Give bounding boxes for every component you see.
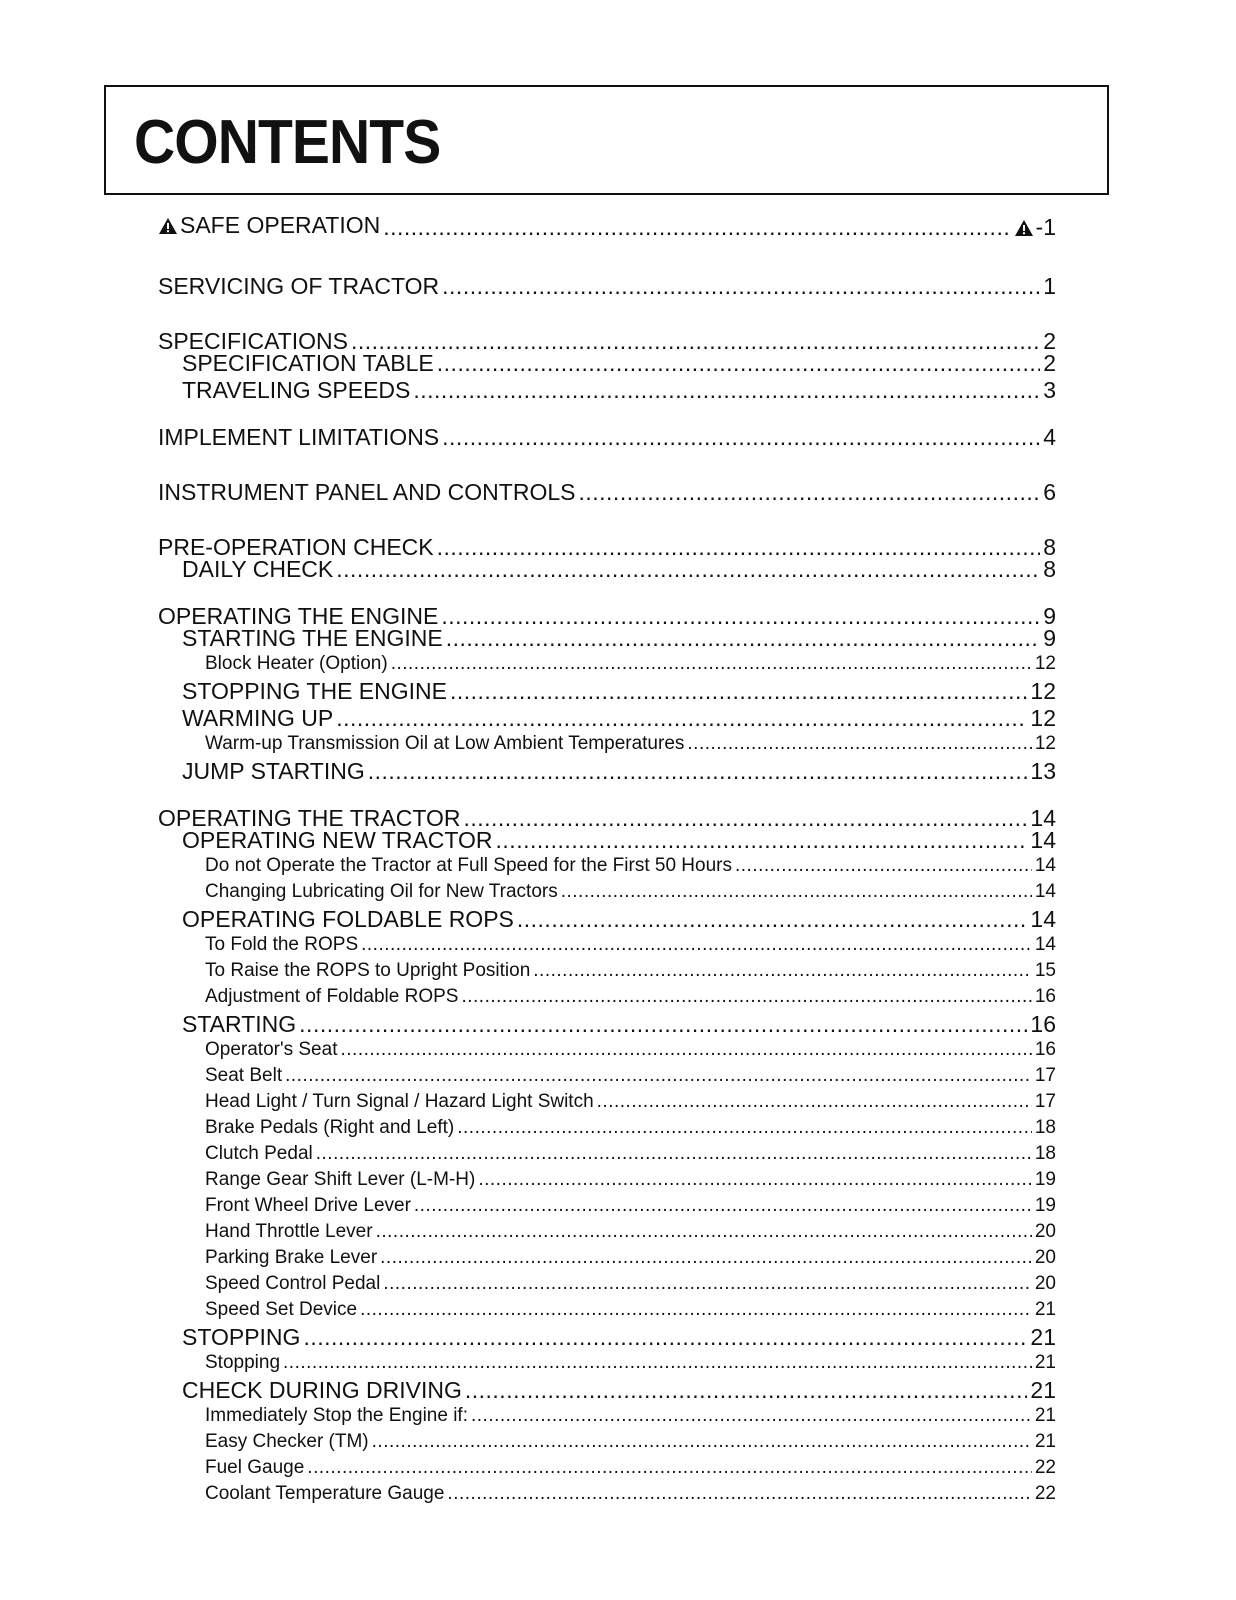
dot-leader — [285, 1066, 1032, 1085]
toc-entry-title: Brake Pedals (Right and Left) — [205, 1117, 455, 1138]
page-number: 14 — [1034, 881, 1056, 902]
page-number: 19 — [1034, 1169, 1056, 1190]
dot-leader — [517, 908, 1028, 931]
toc-entry-title: STOPPING — [182, 1324, 301, 1350]
toc-entry-title: To Raise the ROPS to Upright Position — [205, 960, 531, 981]
dot-leader — [413, 379, 1040, 402]
toc-entry-page — [1030, 1013, 1056, 1036]
page-number: 21 — [1034, 1352, 1056, 1373]
toc-entry-title: SAFE OPERATION — [180, 212, 381, 238]
dot-leader — [450, 680, 1027, 703]
dot-leader — [299, 1013, 1027, 1036]
toc-entry[interactable] — [158, 1013, 1056, 1040]
toc-entry-label — [182, 379, 410, 402]
page-number: 8 — [1043, 534, 1056, 560]
page-number: 1 — [1043, 273, 1056, 299]
toc-entry-label — [205, 1248, 377, 1267]
dot-leader — [447, 1484, 1031, 1503]
page-number: 13 — [1030, 758, 1056, 784]
toc-entry[interactable] — [158, 1432, 1056, 1458]
toc-entry-label — [205, 1040, 337, 1059]
toc-entry-label — [205, 1066, 282, 1085]
toc-entry-title: Do not Operate the Tractor at Full Speed for the First 50 Hours — [205, 855, 732, 876]
dot-leader — [303, 1326, 1027, 1349]
section-gap — [158, 310, 1056, 324]
toc-entry-page — [1035, 1274, 1056, 1293]
toc-entry-label — [205, 1300, 357, 1319]
page-number: 20 — [1034, 1273, 1056, 1294]
toc-entry-label — [205, 1118, 454, 1137]
toc-entry[interactable] — [158, 707, 1056, 734]
page-number: 12 — [1034, 733, 1056, 754]
toc-entry-label — [205, 935, 358, 954]
toc-entry-title: CHECK DURING DRIVING — [182, 1377, 462, 1403]
toc-entry-title: Front Wheel Drive Lever — [205, 1195, 411, 1216]
toc-entry-page — [1035, 1300, 1056, 1319]
toc-entry-page — [1035, 1484, 1056, 1503]
toc-entry[interactable] — [158, 269, 1056, 310]
toc-entry-page — [1043, 627, 1056, 650]
toc-entry-page — [1035, 1144, 1056, 1163]
page-number: 14 — [1034, 934, 1056, 955]
toc-entry-label — [205, 1432, 369, 1451]
toc-entry-page — [1035, 882, 1056, 901]
page-number: 20 — [1034, 1221, 1056, 1242]
page-number: 21 — [1030, 1377, 1056, 1403]
toc-entry[interactable] — [158, 379, 1056, 406]
dot-leader — [360, 1300, 1032, 1319]
toc-entry-page — [1035, 1066, 1056, 1085]
page-number: 21 — [1034, 1299, 1056, 1320]
toc-entry-page — [1035, 1118, 1056, 1137]
toc-entry[interactable] — [158, 1066, 1056, 1092]
dot-leader — [457, 1118, 1032, 1137]
toc-entry-label — [158, 426, 439, 449]
dot-leader — [351, 330, 1040, 353]
toc-entry-page — [1035, 1222, 1056, 1241]
page-number: 21 — [1034, 1405, 1056, 1426]
toc-entry-title: Speed Control Pedal — [205, 1273, 381, 1294]
page-number: 14 — [1030, 805, 1056, 831]
section-gap — [158, 787, 1056, 801]
dot-leader — [471, 1406, 1032, 1425]
toc-entry-page — [1030, 1379, 1056, 1402]
toc-entry-title: Coolant Temperature Gauge — [205, 1483, 445, 1504]
toc-entry-title: OPERATING NEW TRACTOR — [182, 827, 493, 853]
section-gap — [158, 406, 1056, 420]
toc-entry[interactable] — [158, 1406, 1056, 1432]
page-number: 14 — [1034, 855, 1056, 876]
section-gap — [158, 585, 1056, 599]
dot-leader — [735, 856, 1032, 875]
page-number: 6 — [1043, 479, 1056, 505]
toc-entry-page — [1030, 829, 1056, 852]
contents-header-box — [104, 85, 1109, 195]
toc-entry-page — [1035, 1353, 1056, 1372]
toc-entry-page — [1035, 654, 1056, 673]
page-number: 22 — [1034, 1457, 1056, 1478]
dot-leader — [368, 760, 1028, 783]
toc-entry-page — [1035, 734, 1056, 753]
page-number: -1 — [1035, 213, 1056, 240]
toc-entry-label — [182, 760, 365, 783]
toc-entry-label — [205, 987, 458, 1006]
page-number: 20 — [1034, 1247, 1056, 1268]
toc-entry-label — [205, 1196, 411, 1215]
toc-entry[interactable] — [158, 1170, 1056, 1196]
toc-entry-page — [1035, 935, 1056, 954]
dot-leader — [283, 1353, 1032, 1372]
toc-entry-page — [1035, 1406, 1056, 1425]
toc-entry-page — [1035, 1432, 1056, 1451]
dot-leader — [340, 1040, 1031, 1059]
toc-entry-title: Changing Lubricating Oil for New Tractors — [205, 881, 558, 902]
toc-entry[interactable] — [158, 530, 1056, 558]
toc-entry[interactable] — [158, 654, 1056, 680]
page-number: 9 — [1043, 625, 1056, 651]
page-number: 21 — [1034, 1431, 1056, 1452]
toc-entry-label — [205, 1092, 594, 1111]
toc-entry-title: JUMP STARTING — [182, 758, 365, 784]
toc-entry-title: IMPLEMENT LIMITATIONS — [158, 424, 440, 450]
toc-entry[interactable] — [158, 352, 1056, 379]
page-number: 18 — [1034, 1143, 1056, 1164]
toc-entry-title: SPECIFICATION TABLE — [182, 350, 434, 376]
toc-entry-title: Speed Set Device — [205, 1299, 358, 1320]
toc-entry[interactable] — [158, 1222, 1056, 1248]
dot-leader — [561, 882, 1032, 901]
toc-entry-title: Stopping — [205, 1352, 281, 1373]
toc-entry-page — [1030, 707, 1056, 730]
toc-entry-label — [182, 707, 333, 730]
page-number: 8 — [1043, 556, 1056, 582]
toc-entry-page — [1043, 426, 1056, 449]
toc-entry[interactable] — [158, 1300, 1056, 1326]
dot-leader — [383, 216, 1010, 239]
toc-entry-title: Hand Throttle Lever — [205, 1221, 373, 1242]
toc-entry-page — [1035, 1040, 1056, 1059]
toc-entry-page — [1030, 908, 1056, 931]
page-number: 16 — [1034, 1039, 1056, 1060]
toc-entry-label — [182, 829, 493, 852]
toc-entry-title: DAILY CHECK — [182, 556, 334, 582]
page-number: 12 — [1034, 653, 1056, 674]
toc-entry-title: Fuel Gauge — [205, 1457, 305, 1478]
toc-entry-label — [158, 214, 380, 237]
page-number: 16 — [1030, 1011, 1056, 1037]
dot-leader — [336, 707, 1027, 730]
dot-leader — [372, 1432, 1032, 1451]
toc-entry[interactable] — [158, 801, 1056, 829]
toc-entry-title: PRE-OPERATION CHECK — [158, 534, 434, 560]
toc-entry-title: SERVICING OF TRACTOR — [158, 273, 440, 299]
section-gap — [158, 255, 1056, 269]
toc-entry[interactable] — [158, 599, 1056, 627]
toc-entry-label — [205, 882, 558, 901]
toc-entry-title: Range Gear Shift Lever (L-M-H) — [205, 1169, 476, 1190]
page-number: 19 — [1034, 1195, 1056, 1216]
toc-entry[interactable] — [158, 558, 1056, 585]
toc-entry[interactable] — [158, 856, 1056, 882]
toc-entry[interactable] — [158, 627, 1056, 654]
toc-entry[interactable] — [158, 987, 1056, 1013]
toc-entry-page — [1043, 558, 1056, 581]
dot-leader — [578, 481, 1040, 504]
toc-entry-page — [1035, 1170, 1056, 1189]
toc-entry-label — [205, 1406, 468, 1425]
toc-entry[interactable] — [158, 1118, 1056, 1144]
toc-entry[interactable] — [158, 1040, 1056, 1066]
toc-entry[interactable] — [158, 1353, 1056, 1379]
toc-entry-title: STARTING THE ENGINE — [182, 625, 443, 651]
dot-leader — [307, 1458, 1032, 1477]
toc-entry[interactable] — [158, 829, 1056, 856]
toc-entry[interactable] — [158, 1248, 1056, 1274]
dot-leader — [361, 935, 1032, 954]
toc-entry-page — [1035, 987, 1056, 1006]
toc-entry[interactable] — [158, 1144, 1056, 1170]
dot-leader — [336, 558, 1040, 581]
toc-entry-page — [1035, 961, 1056, 980]
toc-entry-title: Clutch Pedal — [205, 1143, 313, 1164]
toc-entry-page — [1035, 1092, 1056, 1111]
toc-entry[interactable] — [158, 1326, 1056, 1353]
toc-entry-title: TRAVELING SPEEDS — [182, 377, 411, 403]
toc-entry-page — [1043, 275, 1056, 298]
toc-entry-label — [182, 1013, 296, 1036]
toc-entry-title: STARTING — [182, 1011, 297, 1037]
toc-entry-label — [182, 1326, 300, 1349]
toc-entry[interactable] — [158, 680, 1056, 707]
toc-entry-label — [205, 1274, 380, 1293]
toc-entry-title: To Fold the ROPS — [205, 934, 359, 955]
dot-leader — [437, 352, 1040, 375]
toc-entry-title: SPECIFICATIONS — [158, 328, 348, 354]
toc-entry-page — [1035, 1248, 1056, 1267]
toc-entry-title: Head Light / Turn Signal / Hazard Light Switch — [205, 1091, 594, 1112]
toc-entry-title: Easy Checker (TM) — [205, 1431, 369, 1452]
page-number: 14 — [1030, 827, 1056, 853]
toc-entry-label — [205, 1484, 444, 1503]
toc-entry-label — [205, 1170, 475, 1189]
warning-triangle-icon — [1014, 219, 1034, 237]
toc-entry-label — [182, 352, 434, 375]
toc-entry-title: Block Heater (Option) — [205, 653, 388, 674]
dot-leader — [380, 1248, 1032, 1267]
dot-leader — [316, 1144, 1032, 1163]
toc-entry-title: Warm-up Transmission Oil at Low Ambient Temperatures — [205, 733, 685, 754]
page-number: 17 — [1034, 1065, 1056, 1086]
page-number: 4 — [1043, 424, 1056, 450]
page-number: 3 — [1043, 377, 1056, 403]
page-number: 17 — [1034, 1091, 1056, 1112]
page-number: 21 — [1030, 1324, 1056, 1350]
toc-entry[interactable] — [158, 475, 1056, 516]
toc-entry-title: Seat Belt — [205, 1065, 283, 1086]
toc-entry-page — [1035, 1196, 1056, 1215]
page-number: 2 — [1043, 328, 1056, 354]
dot-leader — [442, 275, 1040, 298]
page-number: 12 — [1030, 678, 1056, 704]
toc-entry-label — [205, 1144, 313, 1163]
dot-leader — [463, 807, 1027, 830]
toc-entry[interactable] — [158, 1484, 1056, 1510]
toc-entry-label — [205, 1353, 280, 1372]
dot-leader — [441, 605, 1040, 628]
toc-entry-page — [1035, 856, 1056, 875]
toc-entry-page — [1030, 760, 1056, 783]
toc-entry-title: OPERATING THE TRACTOR — [158, 805, 461, 831]
toc-entry-label — [205, 1458, 304, 1477]
toc-entry-page — [1030, 680, 1056, 703]
toc-entry[interactable] — [158, 1196, 1056, 1222]
page-title: CONTENTS — [134, 108, 441, 177]
toc-entry-title: OPERATING FOLDABLE ROPS — [182, 906, 514, 932]
page-number: 15 — [1034, 960, 1056, 981]
dot-leader — [391, 654, 1032, 673]
toc-entry-title: WARMING UP — [182, 705, 334, 731]
dot-leader — [446, 627, 1040, 650]
toc-entry-title: Parking Brake Lever — [205, 1247, 378, 1268]
toc-entry[interactable] — [158, 1379, 1056, 1406]
dot-leader — [442, 426, 1040, 449]
toc-entry[interactable] — [158, 1458, 1056, 1484]
page-number: 12 — [1030, 705, 1056, 731]
toc-entry[interactable] — [158, 1274, 1056, 1300]
dot-leader — [461, 987, 1031, 1006]
toc-entry[interactable] — [158, 882, 1056, 908]
toc-entry-label — [158, 481, 575, 504]
toc-entry[interactable] — [158, 760, 1056, 787]
dot-leader — [687, 734, 1031, 753]
dot-leader — [414, 1196, 1032, 1215]
dot-leader — [496, 829, 1028, 852]
dot-leader — [533, 961, 1032, 980]
toc-entry-label — [182, 1379, 462, 1402]
toc-entry[interactable] — [158, 420, 1056, 461]
toc-entry[interactable] — [158, 1092, 1056, 1118]
warning-triangle-icon — [158, 217, 178, 235]
dot-leader — [383, 1274, 1032, 1293]
toc-entry-label — [205, 961, 530, 980]
section-gap — [158, 516, 1056, 530]
toc-entry[interactable] — [158, 961, 1056, 987]
toc-entry[interactable] — [158, 324, 1056, 352]
section-gap — [158, 461, 1056, 475]
toc-entry-page — [1043, 379, 1056, 402]
toc-entry-title: Immediately Stop the Engine if: — [205, 1405, 468, 1426]
toc-entry[interactable] — [158, 908, 1056, 935]
page-number: 14 — [1030, 906, 1056, 932]
page-number: 16 — [1034, 986, 1056, 1007]
toc-entry-label — [205, 734, 684, 753]
toc-entry-label — [182, 680, 447, 703]
toc-entry-title: INSTRUMENT PANEL AND CONTROLS — [158, 479, 576, 505]
page-number: 18 — [1034, 1117, 1056, 1138]
dot-leader — [597, 1092, 1032, 1111]
toc-entry-label — [182, 558, 333, 581]
page-number: 2 — [1043, 350, 1056, 376]
toc-entry-page — [1035, 1458, 1056, 1477]
toc-entry-label — [205, 654, 388, 673]
toc-entry[interactable] — [158, 935, 1056, 961]
toc-entry-title: OPERATING THE ENGINE — [158, 603, 439, 629]
toc-entry-label — [182, 627, 443, 650]
toc-entry-label — [182, 908, 514, 931]
table-of-contents — [158, 214, 1056, 1510]
dot-leader — [465, 1379, 1028, 1402]
toc-entry[interactable] — [158, 214, 1056, 255]
toc-entry-label — [205, 856, 732, 875]
toc-entry-label — [158, 275, 439, 298]
toc-entry[interactable] — [158, 734, 1056, 760]
dot-leader — [437, 536, 1041, 559]
toc-entry-title: Operator's Seat — [205, 1039, 338, 1060]
toc-entry-page — [1014, 213, 1056, 240]
toc-entry-page — [1043, 481, 1056, 504]
page-number: 22 — [1034, 1483, 1056, 1504]
dot-leader — [376, 1222, 1032, 1241]
dot-leader — [478, 1170, 1032, 1189]
toc-entry-page — [1043, 352, 1056, 375]
page-number: 9 — [1043, 603, 1056, 629]
toc-entry-title: Adjustment of Foldable ROPS — [205, 986, 459, 1007]
toc-entry-title: STOPPING THE ENGINE — [182, 678, 447, 704]
toc-entry-page — [1030, 1326, 1056, 1349]
toc-entry-label — [205, 1222, 373, 1241]
